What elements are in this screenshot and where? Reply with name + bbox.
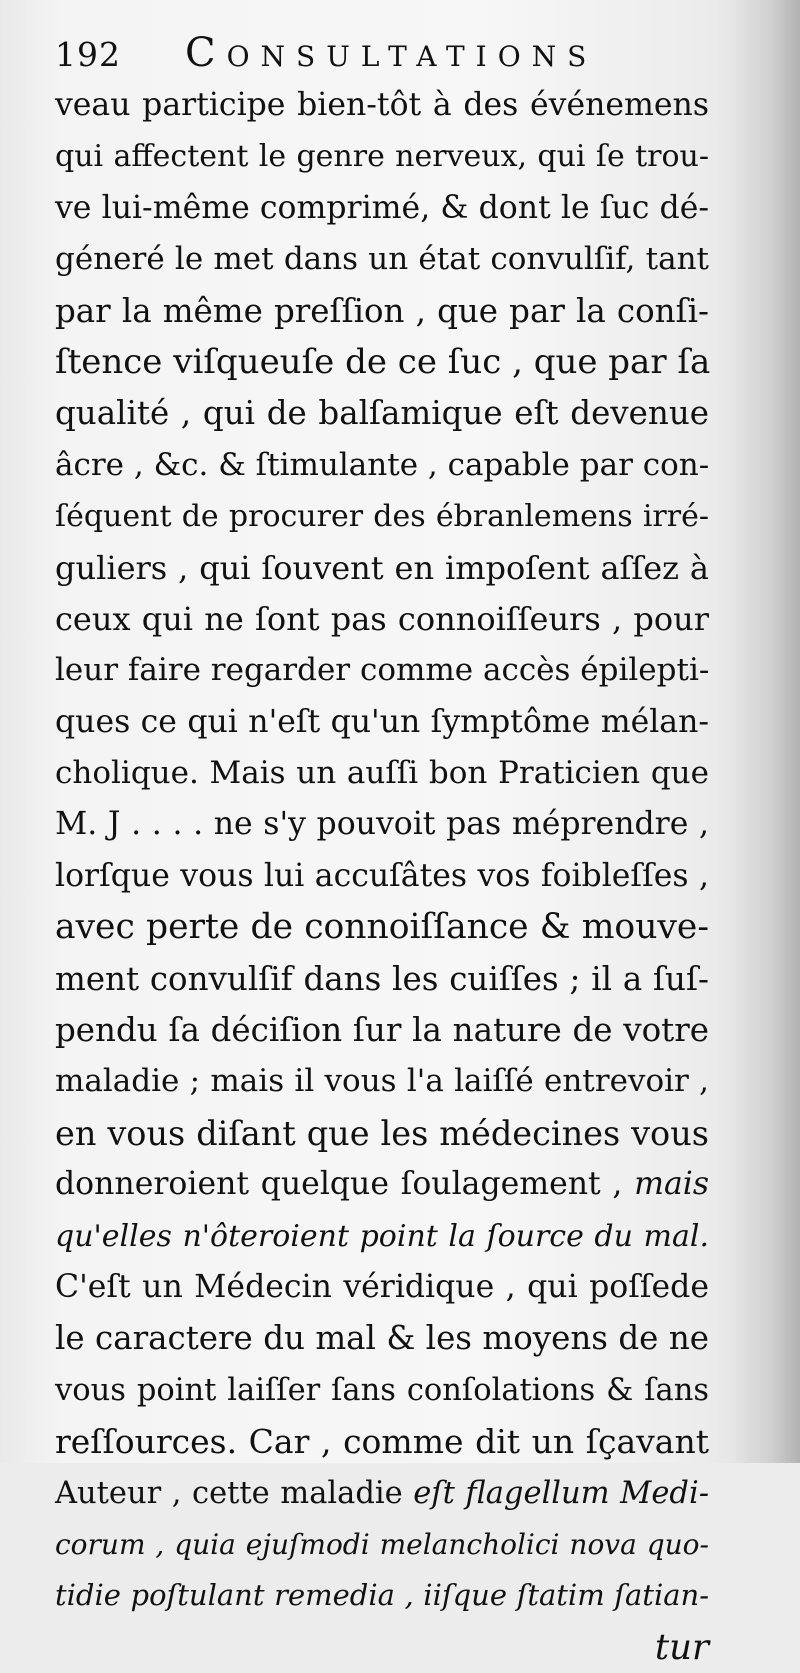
running-title: Consultations bbox=[185, 30, 598, 76]
text-line bbox=[55, 902, 709, 953]
text-segment: géneré le met dans un état convulſif, tant bbox=[55, 241, 709, 278]
text-segment: ſtence viſqueuſe de ce ſuc , que par ſa bbox=[55, 341, 711, 382]
text-line bbox=[55, 1365, 709, 1416]
text-line bbox=[55, 645, 709, 696]
text-line bbox=[55, 491, 709, 542]
text-segment: ques ce qui n'eſt qu'un ſymptôme mélan- bbox=[55, 703, 709, 740]
text-line bbox=[55, 954, 709, 1005]
text-line bbox=[55, 1056, 709, 1107]
text-line bbox=[55, 183, 709, 234]
text-line bbox=[55, 543, 709, 594]
body-text bbox=[55, 80, 709, 1673]
text-line bbox=[55, 1159, 709, 1210]
text-line bbox=[55, 234, 709, 285]
text-segment: lorſque vous lui accuſâtes vos foibleſſes , bbox=[55, 857, 709, 894]
text-line bbox=[55, 1519, 709, 1570]
text-segment: leur faire regarder comme accès épilepti- bbox=[55, 652, 710, 689]
text-segment: ſéquent de procurer des ébranlemens irré- bbox=[55, 499, 709, 535]
text-line bbox=[55, 1313, 709, 1364]
text-segment: guliers , qui ſouvent en impoſent aſſez à bbox=[55, 548, 709, 587]
text-line bbox=[55, 1468, 709, 1519]
text-line bbox=[55, 1005, 709, 1056]
text-line bbox=[55, 851, 709, 902]
text-segment: ve lui-même comprimé, & dont le ſuc dé- bbox=[55, 189, 709, 226]
text-segment: Auteur , cette maladie bbox=[55, 1475, 414, 1511]
text-segment: ment convulſif dans les cuiſſes ; il a ſuſ- bbox=[55, 959, 709, 998]
text-line bbox=[55, 594, 709, 645]
text-segment: reſſources. Car , comme dit un ſçavant bbox=[55, 1422, 709, 1462]
text-segment: par la même preſſion , que par la conſi- bbox=[55, 291, 709, 330]
text-segment: qui affectent le genre nerveux, qui ſe trou- bbox=[55, 139, 709, 175]
italic-text-segment: tidie poſtulant remedia , iiſque ſtatim ſatian- bbox=[55, 1578, 709, 1613]
italic-text-segment: corum , quia ejuſmodi melancholici nova quo- bbox=[55, 1527, 709, 1561]
text-line bbox=[55, 697, 709, 748]
text-segment: avec perte de connoiſſance & mouve- bbox=[55, 907, 709, 948]
catchword-text: tur bbox=[654, 1626, 709, 1668]
text-line bbox=[55, 799, 709, 850]
text-segment: le caractere du mal & les moyens de ne bbox=[55, 1319, 709, 1358]
italic-text-segment: qu'elles n'ôteroient point la ſource du mal. bbox=[55, 1218, 709, 1254]
text-line bbox=[55, 1211, 709, 1262]
text-segment: C'eſt un Médecin véridique , qui poſſede bbox=[55, 1268, 709, 1305]
catchword bbox=[55, 1622, 709, 1673]
text-line bbox=[55, 337, 709, 388]
text-line bbox=[55, 286, 709, 337]
italic-text-segment: eſt flagellum Medi- bbox=[413, 1475, 709, 1511]
text-line bbox=[55, 80, 709, 131]
text-segment: ceux qui ne ſont pas connoiſſeurs , pour bbox=[55, 599, 709, 638]
text-line bbox=[55, 388, 709, 439]
text-segment: qualité , qui de balſamique eſt devenue bbox=[55, 394, 709, 433]
text-segment: M. J . . . . ne s'y pouvoit pas méprendre , bbox=[55, 806, 709, 843]
text-segment: veau participe bien-tôt à des événemens bbox=[55, 87, 709, 123]
page-gutter-shadow bbox=[730, 0, 800, 1463]
text-segment: en vous diſant que les médecines vous bbox=[55, 1113, 709, 1153]
text-line bbox=[55, 1262, 709, 1313]
text-line bbox=[55, 1108, 709, 1159]
text-segment: cholique. Mais un auſſi bon Praticien que bbox=[55, 755, 709, 792]
running-header bbox=[55, 28, 735, 78]
page-number: 192 bbox=[55, 35, 121, 74]
text-segment: pendu ſa déciſion ſur la nature de votre bbox=[55, 1011, 709, 1050]
text-line bbox=[55, 131, 709, 182]
text-segment: âcre , &c. & ſtimulante , capable par con- bbox=[55, 446, 710, 483]
text-segment: maladie ; mais il vous l'a laiſſé entrevoir , bbox=[55, 1063, 709, 1100]
text-line bbox=[55, 440, 709, 491]
text-line bbox=[55, 1570, 709, 1621]
text-line bbox=[55, 1416, 709, 1467]
italic-text-segment: mais bbox=[634, 1166, 709, 1203]
text-line bbox=[55, 748, 709, 799]
text-segment: vous point laiſſer ſans conſolations & ſans bbox=[55, 1372, 709, 1408]
text-segment: donneroient quelque ſoulagement , bbox=[55, 1166, 635, 1203]
